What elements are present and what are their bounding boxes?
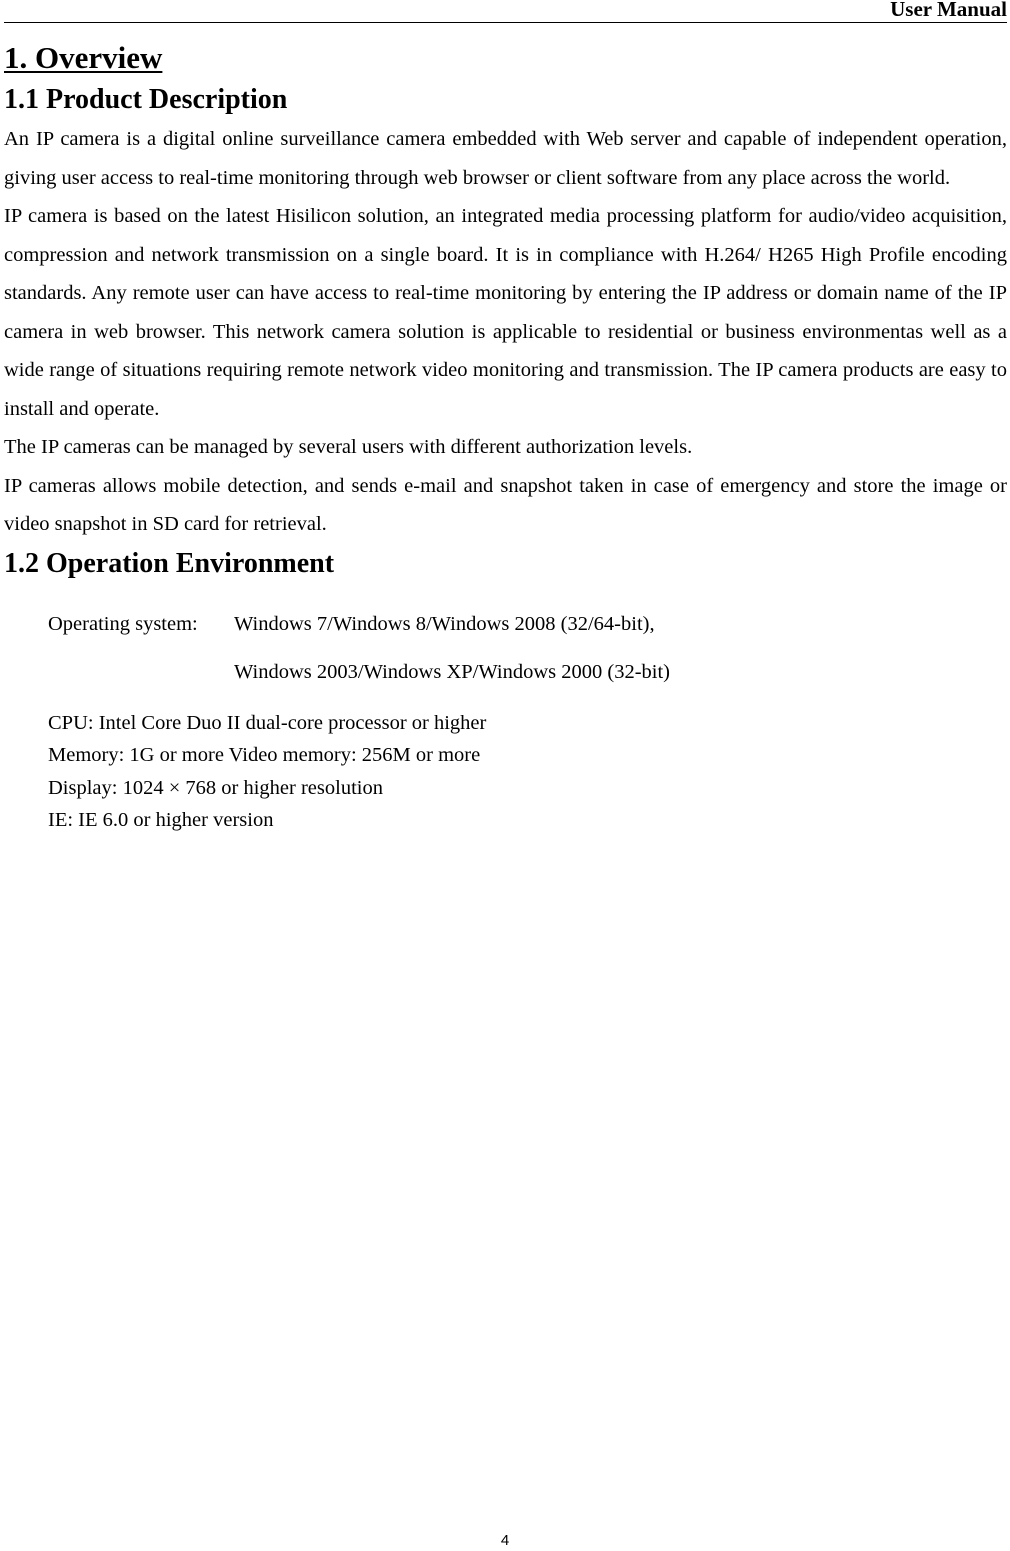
environment-list: [4, 610, 1007, 837]
paragraph-detection: IP cameras allows mobile detection, and sends e-mail and snapshot taken in case of emergency and store the image or video snapshot in SD card for retrieval.: [4, 474, 1007, 535]
page-header: [4, 0, 1007, 23]
ie-requirement: IE: IE 6.0 or higher version: [48, 809, 274, 831]
memory-requirement: Memory: 1G or more Video memory: 256M or more: [48, 744, 481, 766]
document-content: [4, 36, 1007, 837]
paragraph-users: The IP cameras can be managed by several users with different authorization levels.: [4, 436, 693, 458]
os-row: [48, 610, 1007, 638]
cpu-requirement: CPU: Intel Core Duo II dual-core processor or higher: [48, 711, 487, 734]
os-label: Operating system:: [48, 612, 198, 635]
section-heading-operation-environment: 1.2 Operation Environment: [4, 547, 335, 579]
section-heading-product-description: 1.1 Product Description: [4, 84, 288, 115]
paragraph-solution: IP camera is based on the latest Hisilicon solution, an integrated media processing platform for audio/video acquisition, compression and network transmission on a single board. It is in compliance with H.264/ H265 High Profile encoding standards. Any remote user can have access to real-time monitoring by entering the IP address or domain name of the IP camera in web browser. This network camera solution is applicable to residential or business environmentas well as a wide range of situations requiring remote network video monitoring and transmission. The IP camera products are easy to install and operate.: [4, 205, 1007, 420]
paragraph-intro: An IP camera is a digital online surveillance camera embedded with Web server and capable of independent operation, giving user access to real-time monitoring through web browser or client software from any place across the world.: [4, 128, 1007, 189]
os-value-secondary: Windows 2003/Windows XP/Windows 2000 (32-bit): [234, 660, 670, 683]
chapter-title: 1. Overview: [4, 40, 163, 75]
page-number: 4: [500, 1532, 510, 1549]
display-requirement: Display: 1024 × 768 or higher resolution: [48, 776, 383, 799]
os-value-primary: Windows 7/Windows 8/Windows 2008 (32/64-bit),: [234, 612, 655, 635]
header-title: User Manual: [890, 0, 1007, 21]
